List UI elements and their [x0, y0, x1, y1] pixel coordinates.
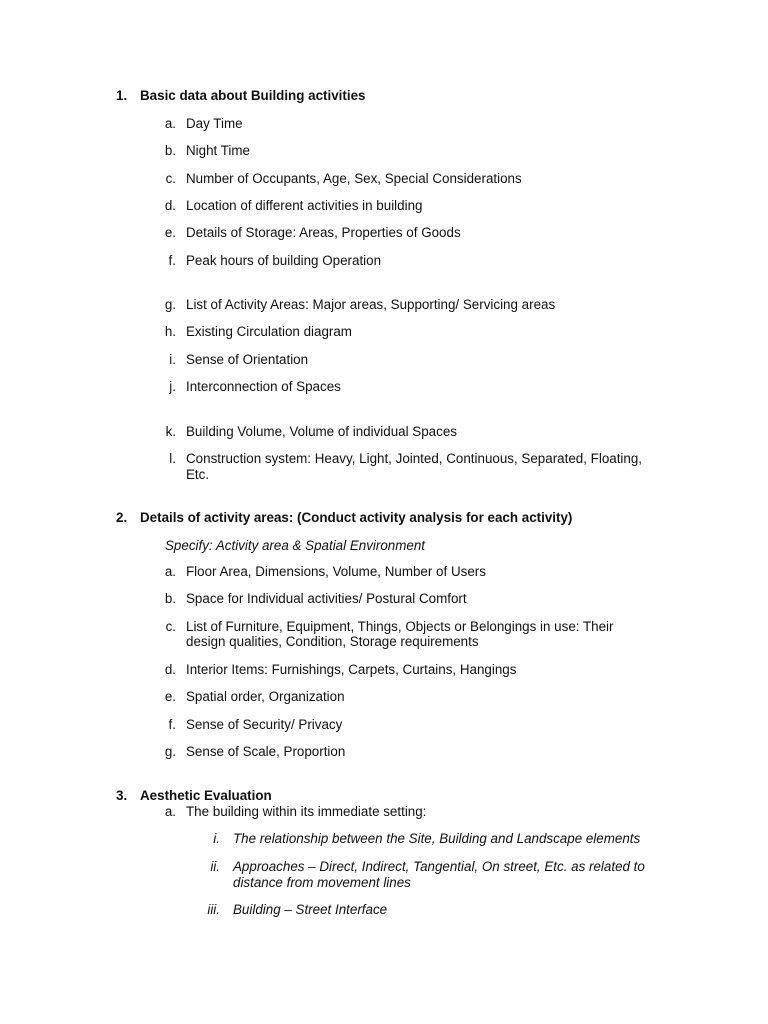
- item-label: d.: [164, 662, 176, 677]
- item-text: List of Activity Areas: Major areas, Supporting/ Servicing areas: [186, 297, 556, 312]
- subitem-text: Approaches – Direct, Indirect, Tangential, On street, Etc. as related to: [233, 859, 645, 874]
- item-text: Space for Individual activities/ Postural Comfort: [186, 591, 467, 606]
- item-label: c.: [165, 619, 176, 634]
- subitem-text-continued: distance from movement lines: [233, 875, 411, 890]
- section-number: 2.: [116, 510, 128, 525]
- item-label: c.: [165, 171, 176, 186]
- section-number: 1.: [116, 88, 128, 103]
- section-title: Details of activity areas: (Conduct activity analysis for each activity): [140, 510, 573, 525]
- item-text: Interior Items: Furnishings, Carpets, Curtains, Hangings: [186, 662, 517, 677]
- subitem-text: Building – Street Interface: [233, 902, 388, 917]
- item-text: Number of Occupants, Age, Sex, Special Considerations: [186, 171, 522, 186]
- item-label: a.: [164, 804, 176, 819]
- subitem-label: i.: [213, 831, 220, 846]
- item-label: i.: [169, 352, 176, 367]
- item-text: Floor Area, Dimensions, Volume, Number of Users: [186, 564, 486, 579]
- subitem-text: The relationship between the Site, Building and Landscape elements: [233, 831, 641, 846]
- item-label: b.: [164, 143, 176, 158]
- item-text: Peak hours of building Operation: [186, 253, 382, 268]
- item-text: Sense of Scale, Proportion: [186, 744, 346, 759]
- section-note: Specify: Activity area & Spatial Environment: [165, 538, 425, 553]
- item-text: Location of different activities in building: [186, 198, 423, 213]
- item-label: a.: [164, 564, 176, 579]
- item-label: b.: [164, 591, 176, 606]
- item-text: Day Time: [186, 116, 243, 131]
- item-label: j.: [169, 379, 176, 394]
- item-text: The building within its immediate setting:: [186, 804, 427, 819]
- item-label: e.: [164, 225, 176, 240]
- section-title: Aesthetic Evaluation: [140, 788, 272, 803]
- item-label: f.: [168, 717, 176, 732]
- item-label: l.: [169, 451, 176, 466]
- item-text: Sense of Security/ Privacy: [186, 717, 343, 732]
- item-label: f.: [168, 253, 176, 268]
- item-text: Building Volume, Volume of individual Spaces: [186, 424, 457, 439]
- item-text-continued: design qualities, Condition, Storage requirements: [186, 634, 479, 649]
- item-label: g.: [164, 744, 176, 759]
- subitem-label: iii.: [207, 902, 220, 917]
- item-text: List of Furniture, Equipment, Things, Objects or Belongings in use: Their: [186, 619, 614, 634]
- section-number: 3.: [116, 788, 128, 803]
- item-text: Night Time: [186, 143, 250, 158]
- item-label: k.: [165, 424, 176, 439]
- item-label: e.: [164, 689, 176, 704]
- item-text: Interconnection of Spaces: [186, 379, 341, 394]
- item-text-continued: Etc.: [186, 467, 210, 482]
- subitem-label: ii.: [210, 859, 220, 874]
- item-text: Details of Storage: Areas, Properties of Goods: [186, 225, 461, 240]
- section-title: Basic data about Building activities: [140, 88, 366, 103]
- item-text: Construction system: Heavy, Light, Jointed, Continuous, Separated, Floating,: [186, 451, 643, 466]
- item-label: d.: [164, 198, 176, 213]
- item-label: a.: [164, 116, 176, 131]
- item-text: Existing Circulation diagram: [186, 324, 352, 339]
- item-label: g.: [164, 297, 176, 312]
- item-label: h.: [164, 324, 176, 339]
- item-text: Sense of Orientation: [186, 352, 309, 367]
- item-text: Spatial order, Organization: [186, 689, 345, 704]
